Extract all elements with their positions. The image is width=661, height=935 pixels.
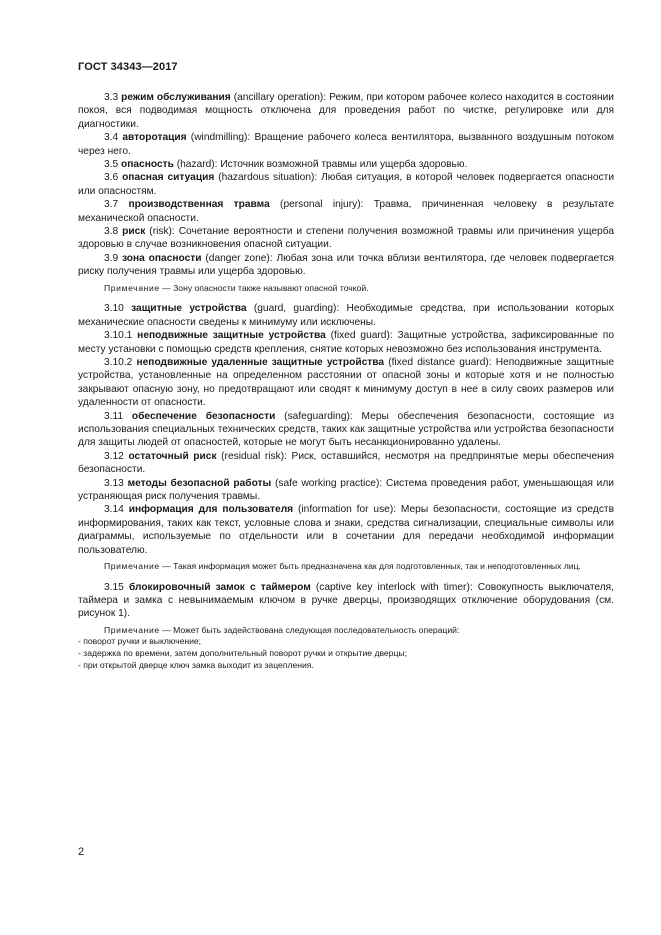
term-title: риск — [122, 226, 146, 238]
term-3-13: 3.13 методы безопасной работы (safe working practice): Система проведения работ, уменьшающая или устраняющая риск получения травмы. — [78, 477, 614, 502]
document-header: ГОСТ 34343—2017 — [78, 61, 178, 73]
term-title: блокировочный замок с таймером — [128, 581, 311, 593]
term-3-10: 3.10 защитные устройства (guard, guarding): Необходимые средства, при использовании которых механические опасности сведены к минимуму или исключены. — [78, 303, 614, 328]
term-3-14: 3.14 информация для пользователя (information for use): Меры безопасности, состоящие из средств информирования, таких как текст, условные слова и знаки, средства сигнализации, специальные символы или диаграммы, используемые по отдельности или в сочетании для передачи необходимой информации пользователю. — [78, 504, 614, 556]
term-3-10-2: 3.10.2 неподвижные удаленные защитные устройства (fixed distance guard): Неподвижные защитные устройства, установленные на определенном расстоянии от опасной зоны и которые хотя и не полностью закрывают опасную зону, но предотвращают или сводят к минимуму доступ в нее в силу своих размеров или удаленности от опасности. — [78, 356, 614, 409]
page-number: 2 — [78, 846, 85, 858]
term-3-4: 3.4 авторотация (windmilling): Вращение рабочего колеса вентилятора, вызванного воздушным потоком через него. — [78, 132, 614, 157]
term-3-7: 3.7 производственная травма (personal injury): Травма, причиненная человеку в результате механической опасности. — [78, 199, 614, 224]
term-title: авторотация — [122, 132, 187, 144]
term-title: методы безопасной работы — [127, 477, 272, 489]
term-3-6: 3.6 опасная ситуация (hazardous situation): Любая ситуация, в которой человек подвергается опасности или опасностям. — [78, 172, 615, 197]
note-label: Примечание — [104, 624, 160, 635]
term-title: неподвижные удаленные защитные устройства — [136, 356, 385, 368]
term-3-5: 3.5 опасность (hazard): Источник возможной травмы или ущерба здоровью. — [104, 159, 468, 171]
term-3-8: 3.8 риск (risk): Сочетание вероятности и степени получения возможной травмы или причинения ущерба здоровью в случае возникновения опасной ситуации. — [78, 226, 614, 251]
note-label: Примечание — [104, 282, 160, 293]
term-title: зона опасности — [122, 252, 202, 264]
term-3-10-1: 3.10.1 неподвижные защитные устройства (fixed guard): Защитные устройства, зафиксированные по месту установки с помощью средств крепления, снятие которых невозможно без использования инструмента. — [78, 330, 614, 355]
note-information: Примечание — Такая информация может быть предназначена как для подготовленных, так и неподготовленных лиц. — [104, 561, 581, 571]
term-title: неподвижные защитные устройства — [137, 330, 326, 342]
term-title: информация для пользователя — [128, 504, 294, 516]
term-title: режим обслуживания — [121, 92, 231, 103]
note-sequence: Примечание — Может быть задействована следующая последовательность операций: — [104, 624, 460, 635]
term-3-3: 3.3 режим обслуживания (ancillary operation): Режим, при котором рабочее колесо находится в состоянии покоя, вся подводимая мощность отключена для проведения работ по чистке, регулировке или для диагностики. — [78, 92, 615, 130]
term-3-9: 3.9 зона опасности (danger zone): Любая зона или точка вблизи вентилятора, где человек подвергается риску получения травмы или ущерба здоровью. — [78, 252, 614, 278]
term-title: опасная ситуация — [122, 172, 215, 184]
term-3-11: 3.11 обеспечение безопасности (safeguarding): Меры обеспечения безопасности, состоящие из использования специальных технических средств, таких как защитные устройства или устройства безопасности для защиты людей от опасностей, которые не могут быть несанкционированно удалены. — [78, 410, 614, 449]
note-danger-zone: Примечание — Зону опасности также называют опасной точкой. — [104, 282, 369, 293]
list-item: - при открытой дверце ключ замка выходит из зацепления. — [78, 659, 314, 670]
document-body — [78, 91, 614, 671]
term-3-15: 3.15 блокировочный замок с таймером (captive key interlock with timer): Совокупность выключателя, таймера и замка с невынимаемым ключом в ручке дверцы, производящих отключение оборудования (см. рисунок 1). — [78, 581, 614, 620]
term-title: опасность — [121, 159, 174, 171]
list-item: - задержка по времени, затем дополнительный поворот ручки и открытие дверцы; — [78, 648, 407, 658]
term-title: обеспечение безопасности — [131, 410, 276, 422]
term-title: производственная травма — [128, 199, 270, 211]
term-title: остаточный риск — [128, 450, 217, 462]
note-label: Примечание — [104, 561, 160, 571]
list-item: - поворот ручки и выключение; — [78, 636, 202, 647]
term-title: защитные устройства — [131, 303, 247, 315]
term-3-12: 3.12 остаточный риск (residual risk): Риск, оставшийся, несмотря на предпринятые меры обеспечения безопасности. — [78, 450, 614, 476]
